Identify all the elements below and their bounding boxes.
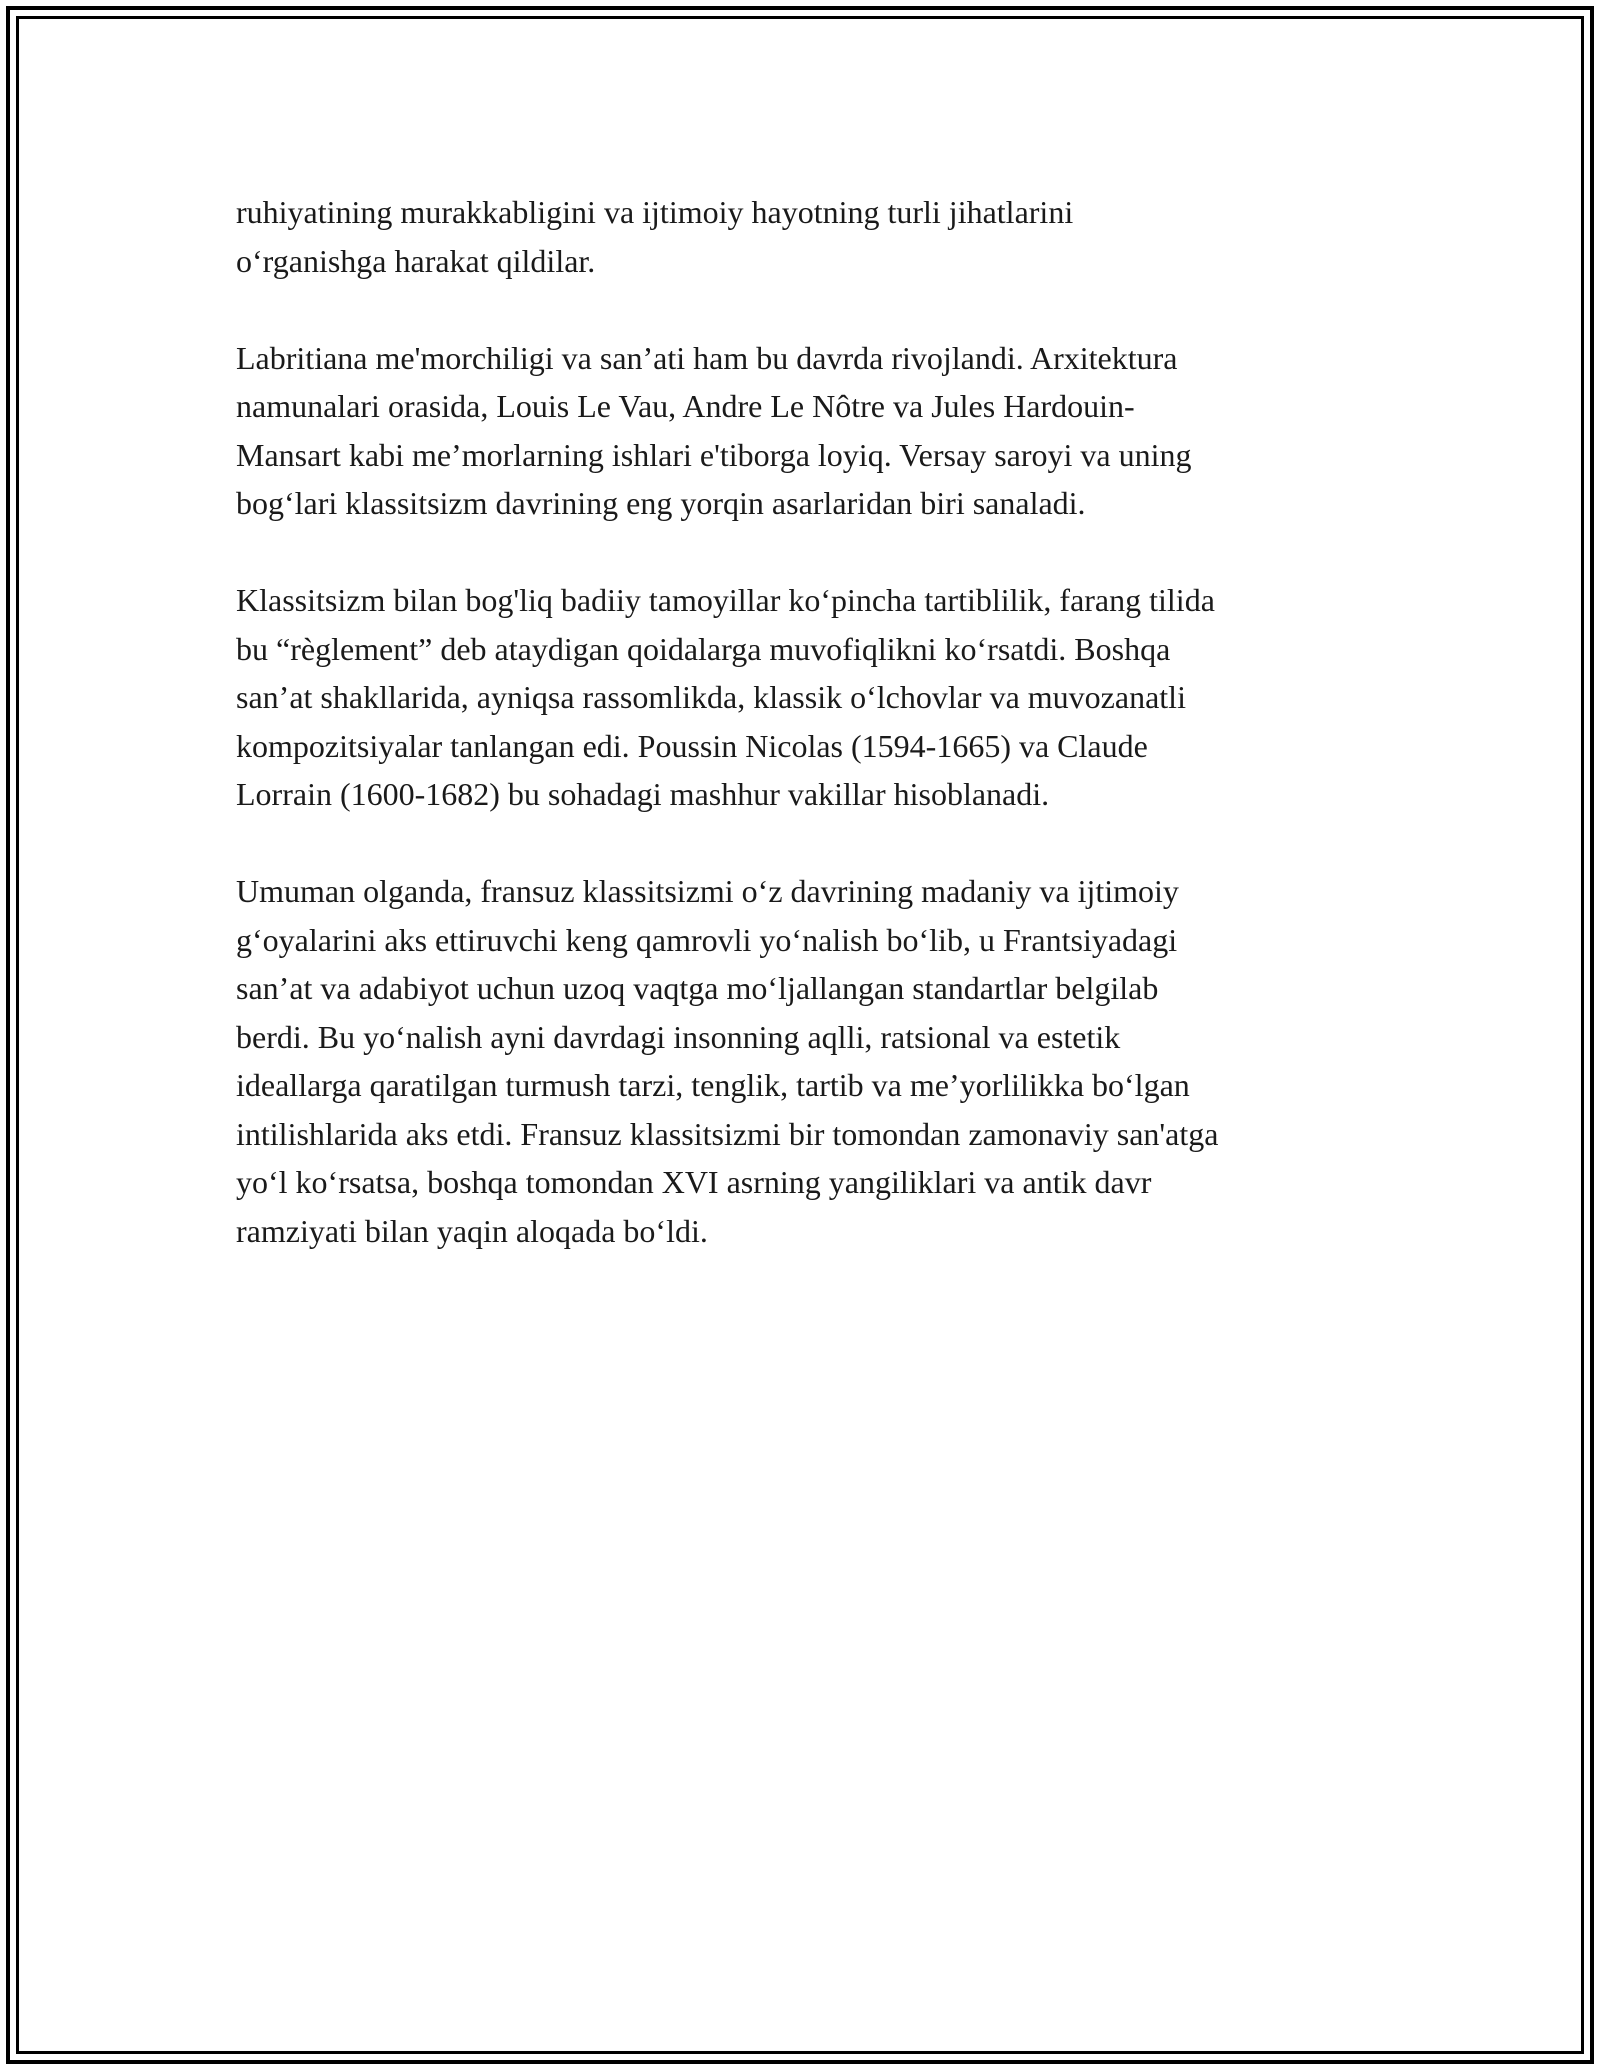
paragraph-1: ruhiyatining murakkabligini va ijtimoiy hayotning turli jihatlarini o‘rganishga harakat qildilar. [236,194,1074,279]
paragraph-2: Labritiana me'morchiligi va san’ati ham bu davrda rivojlandi. Arxitektura namunalari orasida, Louis Le Vau, Andre Le Nôtre va Jules Hardouin- Mansart kabi me’morlarning ishlari e'tiborga loyiq. Versay saroyi va uning bog‘lari klassitsizm davrining eng yorqin asarlaridan biri sanaladi. [236,339,1192,521]
document-body [236,188,1376,1304]
paragraph-4: Umuman olganda, fransuz klassitsizmi o‘z davrining madaniy va ijtimoiy g‘oyalarini aks ettiruvchi keng qamrovli yo‘nalish bo‘lib, u Frantsiyadagi san’at va adabiyot uchun uzoq vaqtga mo‘ljallangan standartlar belgilab berdi. Bu yo‘nalish ayni davrdagi insonning aqlli, ratsional va estetik ideallarga qaratilgan turmush tarzi, tenglik, tartib va me’yorlilikka bo‘lgan intilishlarida aks etdi. Fransuz klassitsizmi bir tomondan zamonaviy san'atga yo‘l ko‘rsatsa, boshqa tomondan XVI asrning yangiliklari va antik davr ramziyati bilan yaqin aloqada bo‘ldi. [236,873,1219,1249]
paragraph-3: Klassitsizm bilan bog'liq badiiy tamoyillar ko‘pincha tartiblilik, farang tilida bu “règlement” deb ataydigan qoidalarga muvofiqlikni ko‘rsatdi. Boshqa san’at shakllarida, ayniqsa rassomlikda, klassik o‘lchovlar va muvozanatli kompozitsiyalar tanlangan edi. Poussin Nicolas (1594-1665) va Claude Lorrain (1600-1682) bu sohadagi mashhur vakillar hisoblanadi. [236,582,1215,812]
